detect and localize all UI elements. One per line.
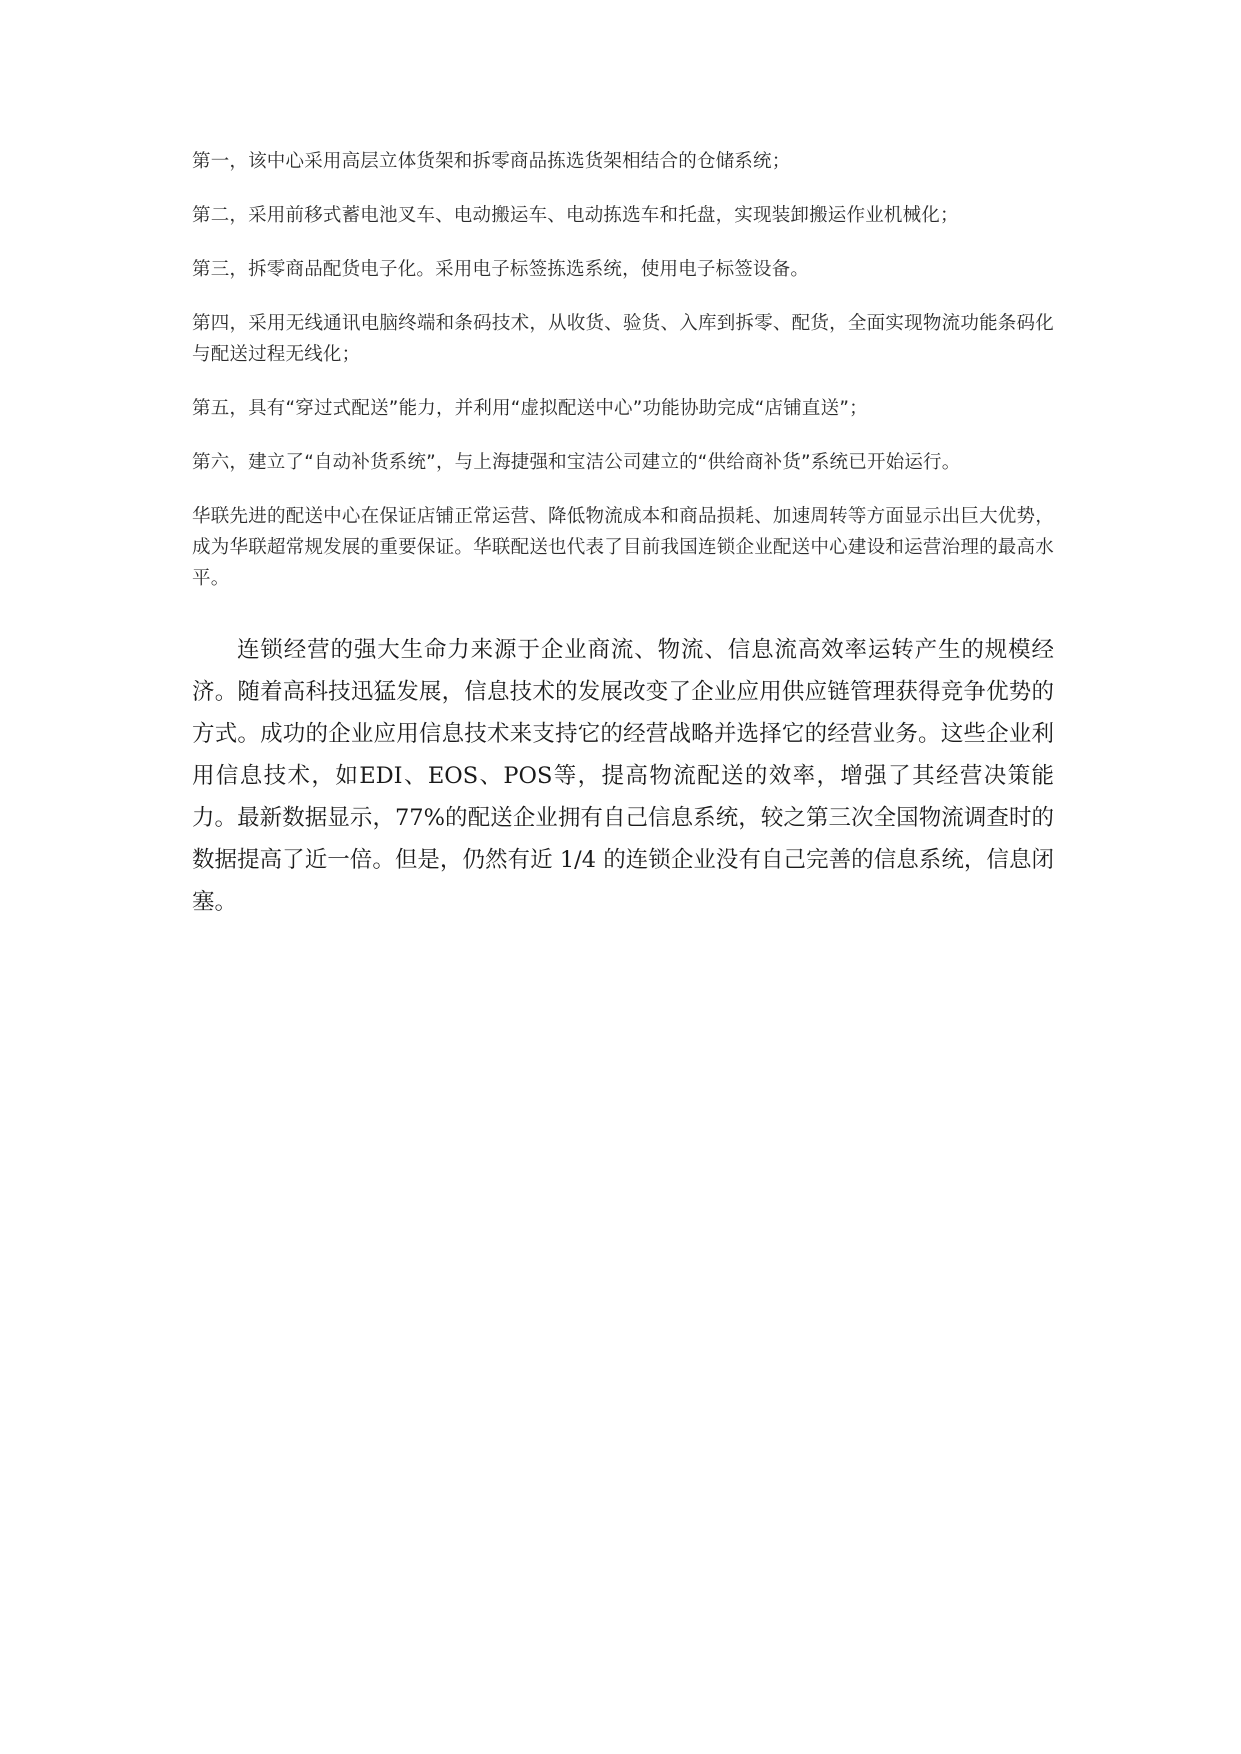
point-2: 第二，采用前移式蓄电池叉车、电动搬运车、电动拣选车和托盘，实现装卸搬运作业机械化； — [192, 205, 959, 226]
document-body — [192, 146, 1054, 923]
main-paragraph: 连锁经营的强大生命力来源于企业商流、物流、信息流高效率运转产生的规模经济。随着高科技迅猛发展，信息技术的发展改变了企业应用供应链管理获得竞争优势的方式。成功的企业应用信息技术来支持它的经营战略并选择它的经营业务。这些企业利用信息技术，如EDI、EOS、POS等，提高物流配送的效率，增强了其经营决策能力。最新数据显示，77%的配送企业拥有自己信息系统，较之第三次全国物流调查时的数据提高了近一倍。但是，仍然有近 1/4 的连锁企业没有自己完善的信息系统，信息闭塞。 — [192, 637, 1054, 915]
point-5: 第五，具有“穿过式配送”能力，并利用“虚拟配送中心”功能协助完成“店铺直送”； — [192, 398, 868, 419]
point-3: 第三，拆零商品配货电子化。采用电子标签拣选系统，使用电子标签设备。 — [192, 259, 810, 280]
point-1: 第一，该中心采用高层立体货架和拆零商品拣选货架相结合的仓储系统； — [192, 151, 791, 172]
point-6: 第六，建立了“自动补货系统”，与上海捷强和宝洁公司建立的“供给商补货”系统已开始运行。 — [192, 452, 961, 473]
summary-paragraph: 华联先进的配送中心在保证店铺正常运营、降低物流成本和商品损耗、加速周转等方面显示出巨大优势，成为华联超常规发展的重要保证。华联配送也代表了目前我国连锁企业配送中心建设和运营治理的最高水平。 — [192, 506, 1054, 589]
point-4: 第四，采用无线通讯电脑终端和条码技术，从收货、验货、入库到拆零、配货，全面实现物流功能条码化与配送过程无线化； — [192, 313, 1054, 365]
